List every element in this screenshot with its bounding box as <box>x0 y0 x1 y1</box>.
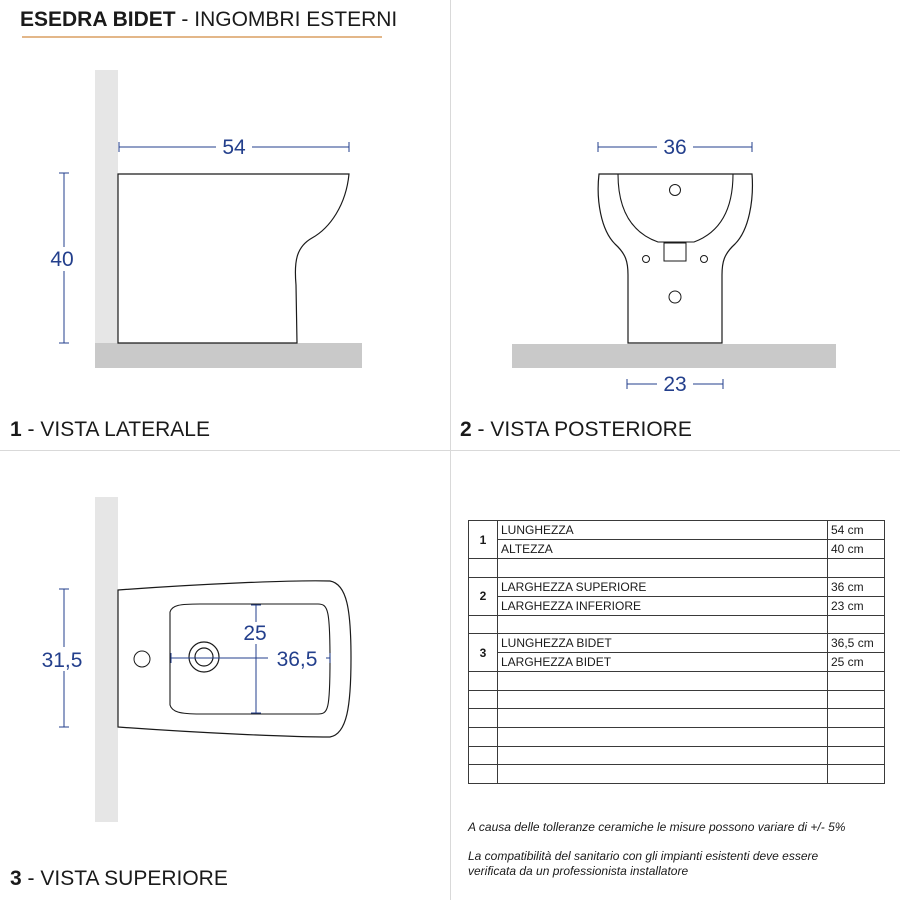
view-label-side <box>10 418 210 442</box>
row-label: LARGHEZZA INFERIORE <box>498 596 828 615</box>
row-value: 36,5 cm <box>828 634 885 653</box>
side-view-drawing <box>46 70 362 368</box>
top-basin-width-value: 25 <box>243 622 267 645</box>
group-number: 1 <box>469 521 498 559</box>
row-label: ALTEZZA <box>498 540 828 559</box>
row-label: LARGHEZZA SUPERIORE <box>498 577 828 596</box>
table-row <box>469 634 885 653</box>
row-label: LUNGHEZZA BIDET <box>498 634 828 653</box>
view-name: - VISTA SUPERIORE <box>21 867 228 890</box>
table-row-empty <box>469 690 885 709</box>
faucet-hole <box>134 651 150 667</box>
table-row <box>469 540 885 559</box>
row-value: 36 cm <box>828 577 885 596</box>
table-row <box>469 577 885 596</box>
view-number: 2 <box>460 418 472 441</box>
row-label: LARGHEZZA BIDET <box>498 653 828 672</box>
dimensions-table <box>468 520 885 784</box>
title-rest: - INGOMBRI ESTERNI <box>175 8 398 31</box>
rear-top-width-value: 36 <box>663 136 687 159</box>
table-row-empty <box>469 765 885 784</box>
wall-top <box>95 497 118 822</box>
row-label: LUNGHEZZA <box>498 521 828 540</box>
row-value: 23 cm <box>828 596 885 615</box>
group-number: 2 <box>469 577 498 615</box>
top-width-value: 31,5 <box>41 649 83 672</box>
wall-side <box>95 70 118 368</box>
row-value: 54 cm <box>828 521 885 540</box>
rear-hole-top <box>670 185 681 196</box>
top-length-value: 36,5 <box>276 648 318 671</box>
floor-side <box>95 343 362 368</box>
row-value: 40 cm <box>828 540 885 559</box>
rear-view-drawing <box>512 136 836 395</box>
rear-outlet <box>664 243 686 261</box>
table-row-empty <box>469 672 885 691</box>
table-row <box>469 521 885 540</box>
rear-hole-bottom <box>669 291 681 303</box>
table-row <box>469 653 885 672</box>
rear-bottom-width-value: 23 <box>663 373 687 396</box>
side-length-value: 54 <box>222 136 246 159</box>
view-number: 1 <box>10 418 22 441</box>
table-row-empty <box>469 615 885 634</box>
compatibility-note: La compatibilità del sanitario con gli impianti esistenti deve essere verificata da un professionista installatore <box>468 849 819 878</box>
side-height-value: 40 <box>50 248 74 271</box>
tolerance-note: A causa delle tolleranze ceramiche le misure possono variare di +/- 5% <box>468 820 846 834</box>
floor-rear <box>512 344 836 368</box>
table-row-empty <box>469 559 885 578</box>
table-row <box>469 596 885 615</box>
view-number: 3 <box>10 867 22 890</box>
group-number: 3 <box>469 634 498 672</box>
view-name: - VISTA LATERALE <box>21 418 210 441</box>
row-value: 25 cm <box>828 653 885 672</box>
table-row-empty <box>469 727 885 746</box>
rear-bolt-right <box>701 256 708 263</box>
table-row-empty <box>469 746 885 765</box>
view-name: - VISTA POSTERIORE <box>471 418 692 441</box>
view-label-top <box>10 867 228 891</box>
view-label-rear <box>460 418 692 442</box>
bidet-side-outline <box>118 174 349 343</box>
rear-bolt-left <box>643 256 650 263</box>
drain-inner <box>195 648 213 666</box>
table-row-empty <box>469 709 885 728</box>
title-bold: ESEDRA BIDET <box>20 8 176 31</box>
